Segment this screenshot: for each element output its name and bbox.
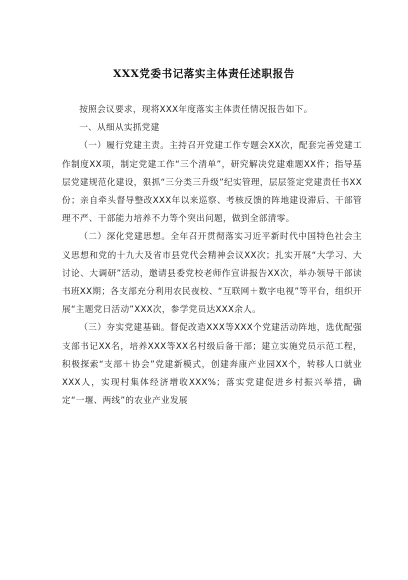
body-paragraph: （二）深化党建思想。全年召开贯彻落实习近平新时代中国特色社会主义思想和党的十九大及省市县党代会精神会议XX次；扎实开展“大学习、大讨论、大调研”活动，邀请县委党校老师作宣讲报告XX次，举办领导干部读书班XX期；各支部充分利用农民夜校、“互联网＋数字电视”等平台，组织开展“主题党日活动”XXX次，参学党员达XXX余人。 <box>62 232 362 316</box>
document-title: XXX党委书记落实主体责任述职报告 <box>113 68 295 80</box>
section-heading: 一、从细从实抓党建 <box>79 123 160 134</box>
intro-paragraph: 按照会议要求，现将XXX年度落实主体责任情况报告如下。 <box>79 105 313 115</box>
document-body <box>62 101 362 410</box>
body-paragraph: （一）履行党建主责。主持召开党建工作专题会XX次，配套完善党建工作制度XX项，制定党建工作“三个清单”，研究解决党建难题XX件；指导基层党建规范化建设，狠抓“三分类三升级”纪实管理，层层签定党建责任书XX份；亲自牵头督导整改XXX年以来巡察、考核反馈的阵地建设滞后、干部管理不严、干部能力培养不力等个突出问题，做到全部清零。 <box>62 141 362 225</box>
body-paragraph: （三）夯实党建基础。督促改造XXX等XXX个党建活动阵地，选优配强支部书记XX名，培养XXX等XX名村级后备干部；建立实施党员示范工程，积极探索“支部＋协会”党建新模式，创建奔康产业园XX个，转移人口就业XXX人，实现村集体经济增收XXX%；落实党建促进乡村振兴举措，确定“一堰、两线”的农业产业发展 <box>62 323 362 407</box>
